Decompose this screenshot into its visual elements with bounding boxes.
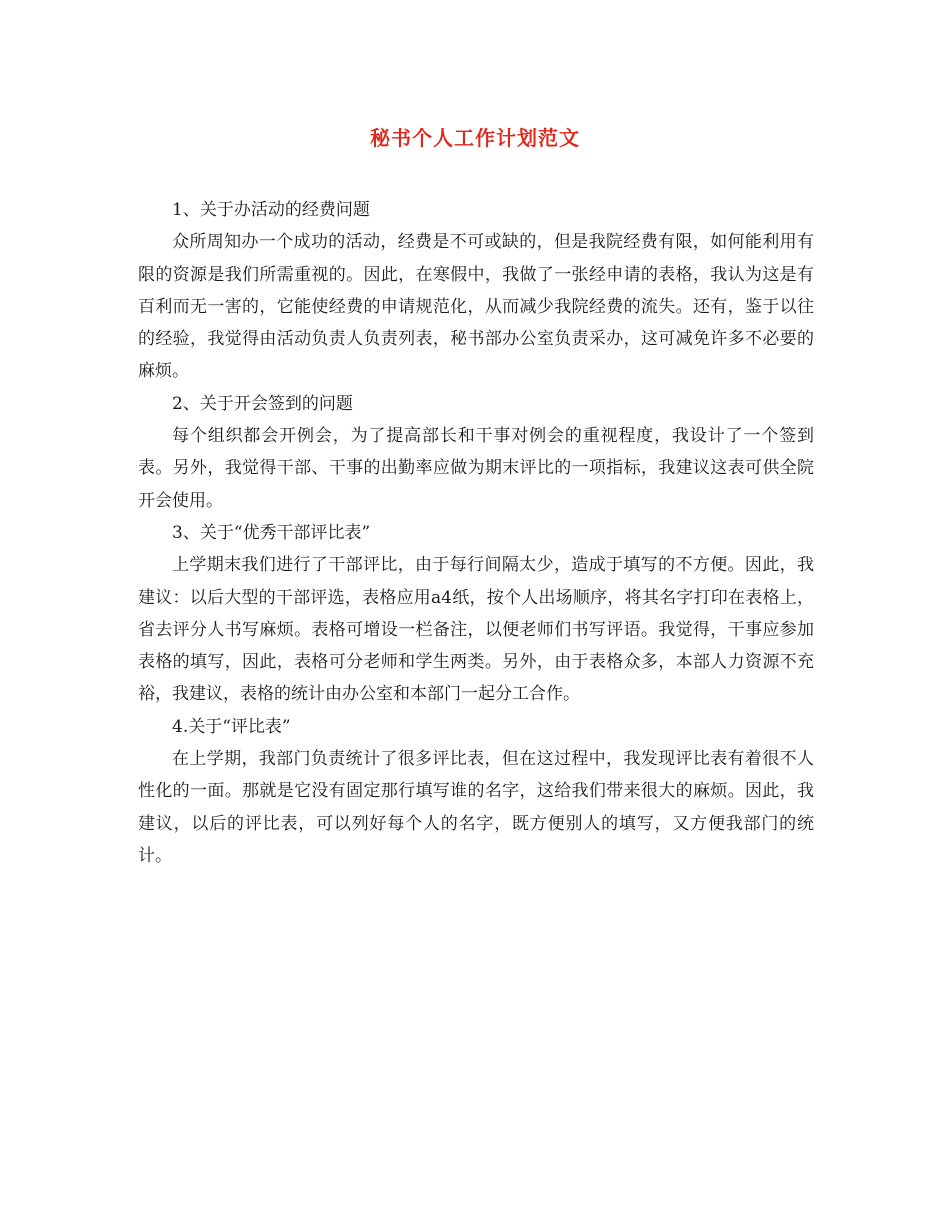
section-heading-3: 3、关于“优秀干部评比表” — [172, 522, 371, 543]
paragraph-1: 众所周知办一个成功的活动，经费是不可或缺的，但是我院经费有限，如何能利用有限的资源是我们所需重视的。因此，在寒假中，我做了一张经申请的表格，我认为这是有百利而无一害的，它能使经费的申请规范化，从而减少我院经费的流失。还有，鉴于以往的经验，我觉得由活动负责人负责列表，秘书部办公室负责采办，这可减免许多不必要的麻烦。 — [138, 232, 814, 382]
section-heading-2: 2、关于开会签到的问题 — [172, 393, 353, 414]
paragraph-3: 上学期末我们进行了干部评比，由于每行间隔太少，造成于填写的不方便。因此，我建议：以后大型的干部评选，表格应用a4纸，按个人出场顺序，将其名字打印在表格上，省去评分人书写麻烦。表格可增设一栏备注，以便老师们书写评语。我觉得，干事应参加表格的填写，因此，表格可分老师和学生两类。另外，由于表格众多，本部人力资源不充裕，我建议，表格的统计由办公室和本部门一起分工合作。 — [138, 555, 814, 705]
document-body — [138, 194, 814, 872]
section-heading-1: 1、关于办活动的经费问题 — [172, 200, 370, 220]
paragraph-2: 每个组织都会开例会，为了提高部长和干事对例会的重视程度，我设计了一个签到表。另外，我觉得干部、干事的出勤率应做为期末评比的一项指标，我建议这表可供全院开会使用。 — [138, 426, 814, 511]
document-title: 秘书个人工作计划范文 — [370, 126, 580, 150]
section-heading-4: 4.关于“评比表” — [172, 716, 291, 737]
paragraph-4: 在上学期，我部门负责统计了很多评比表，但在这过程中，我发现评比表有着很不人性化的一面。那就是它没有固定那行填写谁的名字，这给我们带来很大的麻烦。因此，我建议，以后的评比表，可以列好每个人的名字，既方便别人的填写，又方便我部门的统计。 — [138, 749, 814, 866]
